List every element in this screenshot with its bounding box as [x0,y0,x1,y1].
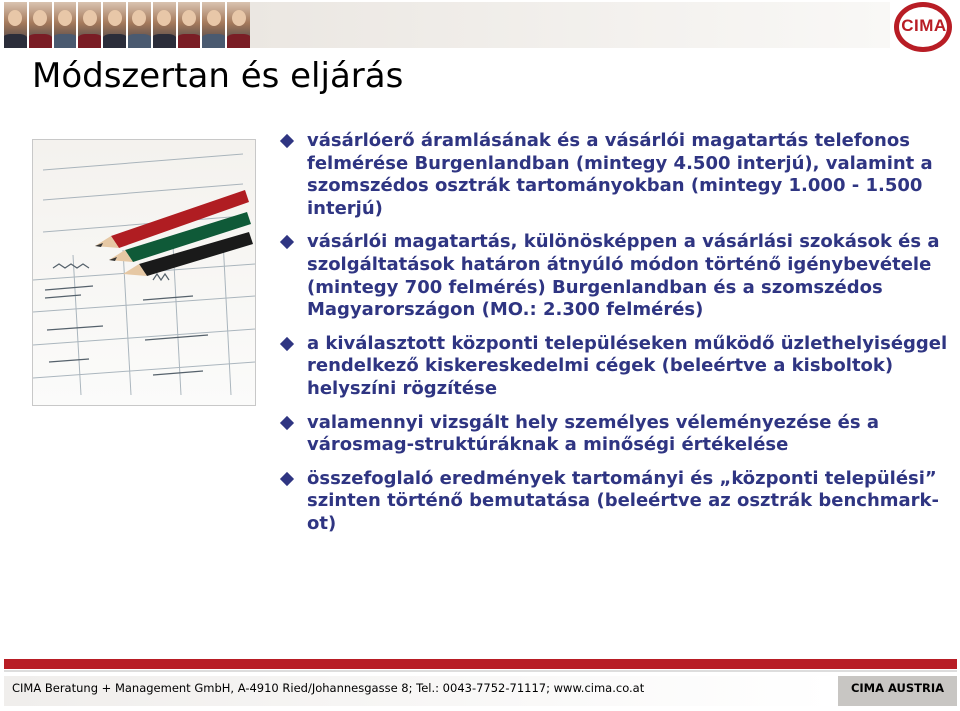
list-item [278,468,948,536]
bullet-text: vásárlói magatartás, különösképpen a vásárlási szokások és a szolgáltatások határon átnyúló módon történő igénybevétele (mintegy 700 felmérés) Burgenlandban és a szomszédos Magyarországon (MO.: 2.300 felmérés) [307,231,940,321]
portrait-photo [103,2,126,48]
portrait-photo [202,2,225,48]
bullet-text: összefoglaló eredmények tartományi és „központi települési” szinten történő bemutatása (beleértve az osztrák benchmark-ot) [307,467,939,534]
page-title: Módszertan és eljárás [32,56,404,96]
portrait-photo [153,2,176,48]
diamond-bullet-icon [280,337,294,351]
portrait-photo [54,2,77,48]
blueprint-pencils-image [32,139,256,406]
bullet-text: a kiválasztott központi településeken működő üzlethelyiséggel rendelkező kiskereskedelmi cégek (beleértve a kisboltok) helyszíni rögzítése [307,332,948,399]
diamond-bullet-icon [280,235,294,249]
portrait-photo [128,2,151,48]
portrait-photo [78,2,101,48]
list-item [278,333,948,401]
header-photo-strip [4,2,250,48]
diamond-bullet-icon [280,472,294,486]
cima-logo [892,2,956,54]
portrait-photo [178,2,201,48]
portrait-photo [29,2,52,48]
list-item [278,412,948,457]
blueprint-pencils-icon [33,140,255,405]
bullet-text: vásárlóerő áramlásának és a vásárlói magatartás telefonos felmérése Burgenlandban (mintegy 4.500 interjú), valamint a szomszédos osztrák tartományokban (mintegy 1.000 - 1.500 interjú) [307,130,933,219]
bullet-list [278,130,948,547]
portrait-photo [227,2,250,48]
list-item [278,231,948,321]
diamond-bullet-icon [280,415,294,429]
logo-text: CIMA [901,16,947,35]
footer-divider [4,670,957,672]
bullet-text: valamennyi vizsgált hely személyes véleményezése és a városmag-struktúráknak a minőségi értékelése [307,411,880,456]
footer-address: CIMA Beratung + Management GmbH, A-4910 Ried/Johannesgasse 8; Tel.: 0043-7752-71117; www.cima.co.at [12,681,645,695]
footer-brand: CIMA AUSTRIA [850,681,945,695]
list-item [278,130,948,220]
header-band [250,2,890,48]
portrait-photo [4,2,27,48]
footer-accent-bar [4,659,957,669]
diamond-bullet-icon [280,134,294,148]
